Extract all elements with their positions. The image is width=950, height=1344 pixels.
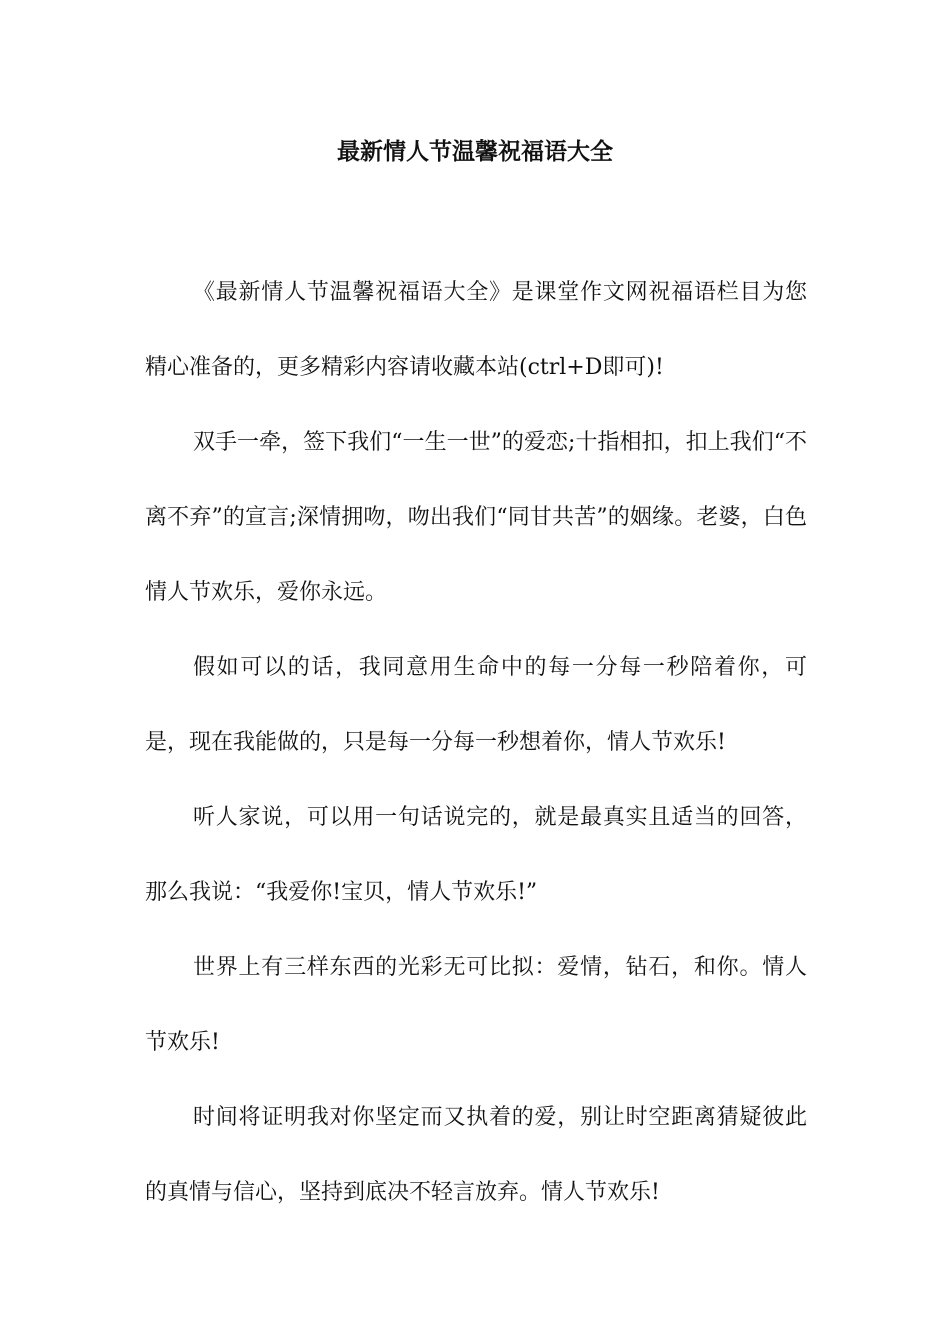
paragraph-greeting-3: 听人家说，可以用一句话说完的，就是最真实且适当的回答，那么我说：“我爱你!宝贝，情人节欢乐!” (145, 805, 807, 905)
paragraph-intro: 《最新情人节温馨祝福语大全》是课堂作文网祝福语栏目为您精心准备的，更多精彩内容请收藏本站(ctrl+D即可)! (145, 280, 807, 380)
paragraph-greeting-4: 世界上有三样东西的光彩无可比拟：爱情，钻石，和你。情人节欢乐! (145, 955, 807, 1055)
paragraph-greeting-5: 时间将证明我对你坚定而又执着的爱，别让时空距离猜疑彼此的真情与信心，坚持到底决不轻言放弃。情人节欢乐! (145, 1105, 807, 1205)
paragraph-greeting-2: 假如可以的话，我同意用生命中的每一分每一秒陪着你，可是，现在我能做的，只是每一分每一秒想着你，情人节欢乐! (145, 655, 807, 755)
document-title: 最新情人节温馨祝福语大全 (337, 139, 613, 165)
document-body (145, 255, 807, 1230)
paragraph-greeting-1: 双手一牵，签下我们“一生一世”的爱恋;十指相扣，扣上我们“不离不弃”的宣言;深情拥吻，吻出我们“同甘共苦”的姻缘。老婆，白色情人节欢乐，爱你永远。 (145, 430, 807, 605)
